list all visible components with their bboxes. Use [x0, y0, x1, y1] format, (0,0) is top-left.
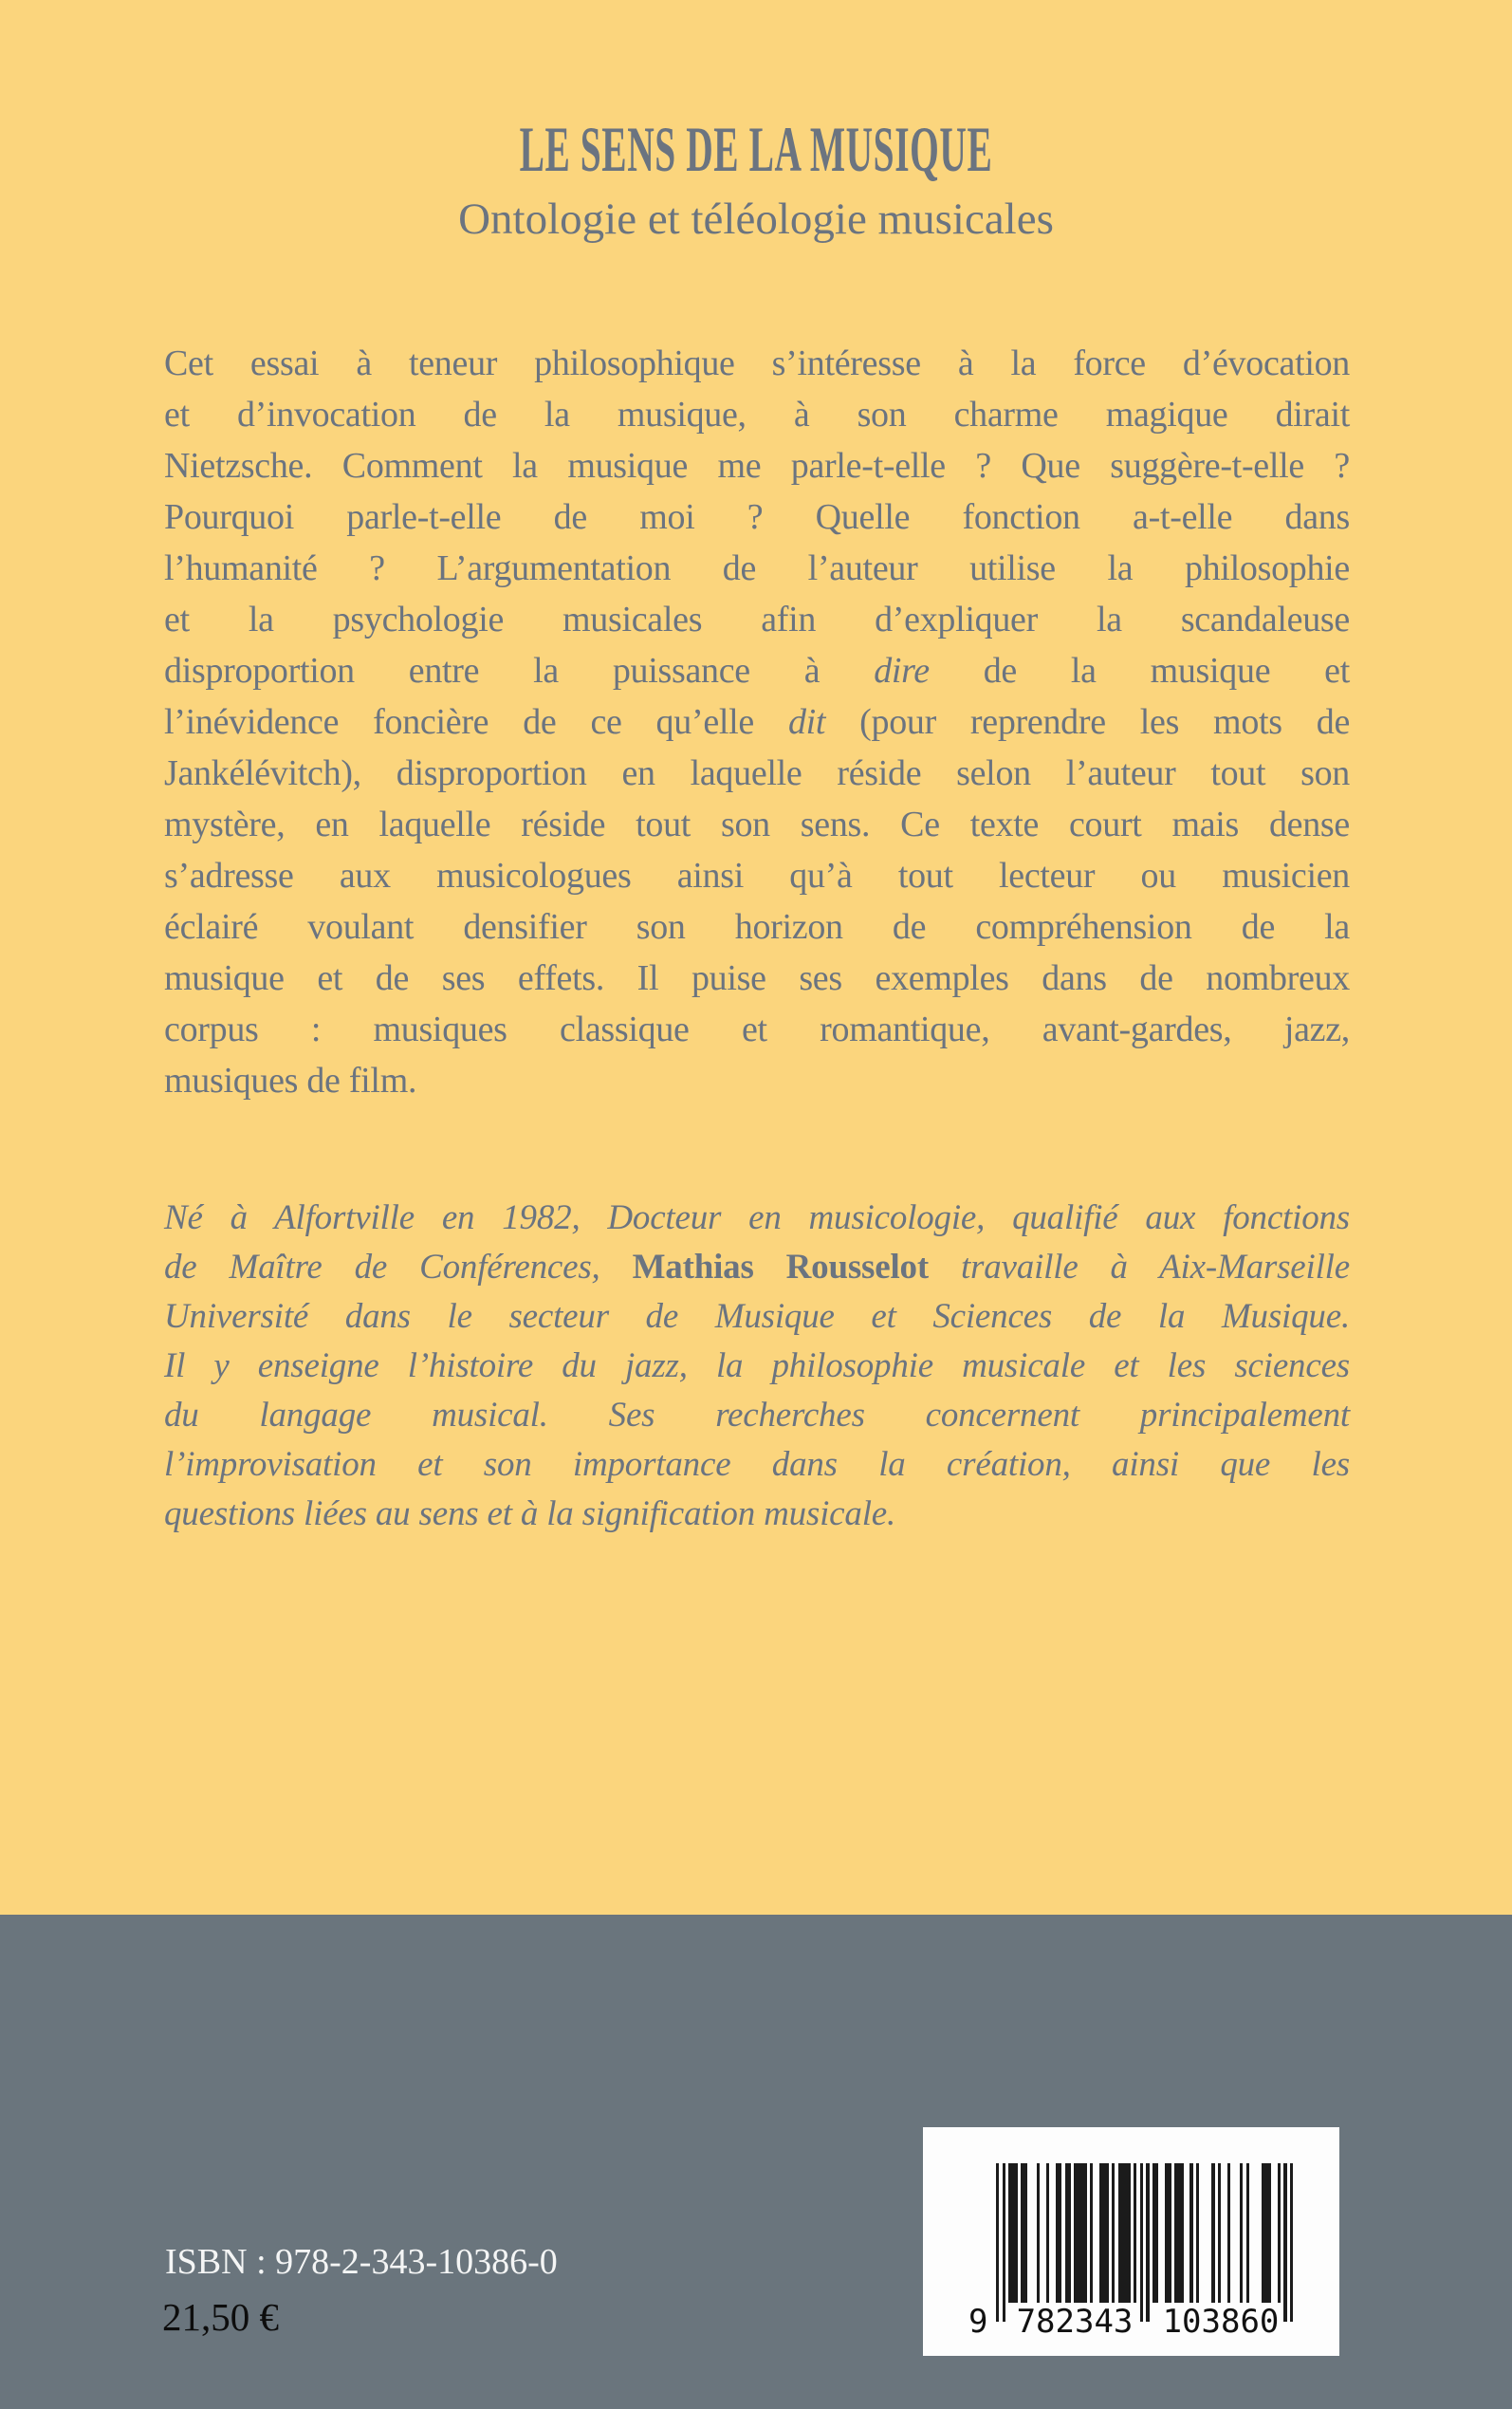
author-bio-paragraph [164, 1194, 1350, 1539]
synopsis-line: Jankélévitch), disproportion en laquelle réside selon l’auteur tout son [164, 753, 1350, 793]
synopsis-line: corpus : musiques classique et romantique, avant-gardes, jazz, [164, 1010, 1350, 1049]
barcode [923, 2127, 1339, 2356]
barcode-digit-lead: 9 [968, 2303, 988, 2341]
bio-line: Université dans le secteur de Musique et Sciences de la Musique. [164, 1297, 1350, 1336]
bio-line: du langage musical. Ses recherches concernent principalement [164, 1396, 1350, 1435]
cover-bottom-panel [0, 1915, 1512, 2409]
bio-line: l’improvisation et son importance dans la création, ainsi que les [164, 1445, 1350, 1484]
synopsis-line: l’inévidence foncière de ce qu’elle dit (pour reprendre les mots de [164, 702, 1351, 742]
barcode-digits-right: 103860 [1162, 2303, 1280, 2341]
synopsis-line: l’humanité ? L’argumentation de l’auteur utilise la philosophie [164, 548, 1350, 588]
synopsis-line: s’adresse aux musicologues ainsi qu’à tout lecteur ou musicien [164, 856, 1350, 896]
synopsis-paragraph [164, 338, 1350, 1106]
synopsis-line: Cet essai à teneur philosophique s’intéresse à la force d’évocation [164, 343, 1350, 383]
synopsis-line: mystère, en laquelle réside tout son sens. Ce texte court mais dense [164, 805, 1350, 844]
synopsis-line: disproportion entre la puissance à dire de la musique et [164, 651, 1350, 691]
bio-line: de Maître de Conférences, Mathias Rousselot travaille à Aix-Marseille [164, 1248, 1350, 1287]
synopsis-line: musique et de ses effets. Il puise ses exemples dans de nombreux [164, 958, 1350, 998]
book-subtitle: Ontologie et téléologie musicales [458, 195, 1054, 244]
synopsis-line: Nietzsche. Comment la musique me parle-t-elle ? Que suggère-t-elle ? [164, 446, 1350, 486]
synopsis-line: Pourquoi parle-t-elle de moi ? Quelle fonction a-t-elle dans [164, 497, 1350, 537]
price-text: 21,50 € [162, 2295, 279, 2339]
book-title-text: LE SENS DE LA MUSIQUE [519, 113, 993, 185]
bio-line: questions liées au sens et à la signification musicale. [164, 1494, 896, 1533]
isbn-text: ISBN : 978-2-343-10386-0 [165, 2242, 558, 2282]
barcode-bars [996, 2163, 1293, 2322]
bio-line: Il y enseigne l’histoire du jazz, la philosophie musicale et les sciences [164, 1346, 1350, 1385]
synopsis-line: et la psychologie musicales afin d’expliquer la scandaleuse [164, 600, 1350, 639]
synopsis-line: et d’invocation de la musique, à son charme magique dirait [164, 395, 1350, 435]
book-title [0, 112, 1512, 187]
barcode-digits [923, 2303, 1339, 2348]
barcode-digits-left: 782343 [1016, 2303, 1134, 2341]
synopsis-line: musiques de film. [164, 1061, 417, 1101]
synopsis-line: éclairé voulant densifier son horizon de compréhension de la [164, 907, 1350, 947]
bio-line: Né à Alfortville en 1982, Docteur en musicologie, qualifié aux fonctions [164, 1198, 1350, 1237]
barcode-bar [1290, 2163, 1293, 2322]
